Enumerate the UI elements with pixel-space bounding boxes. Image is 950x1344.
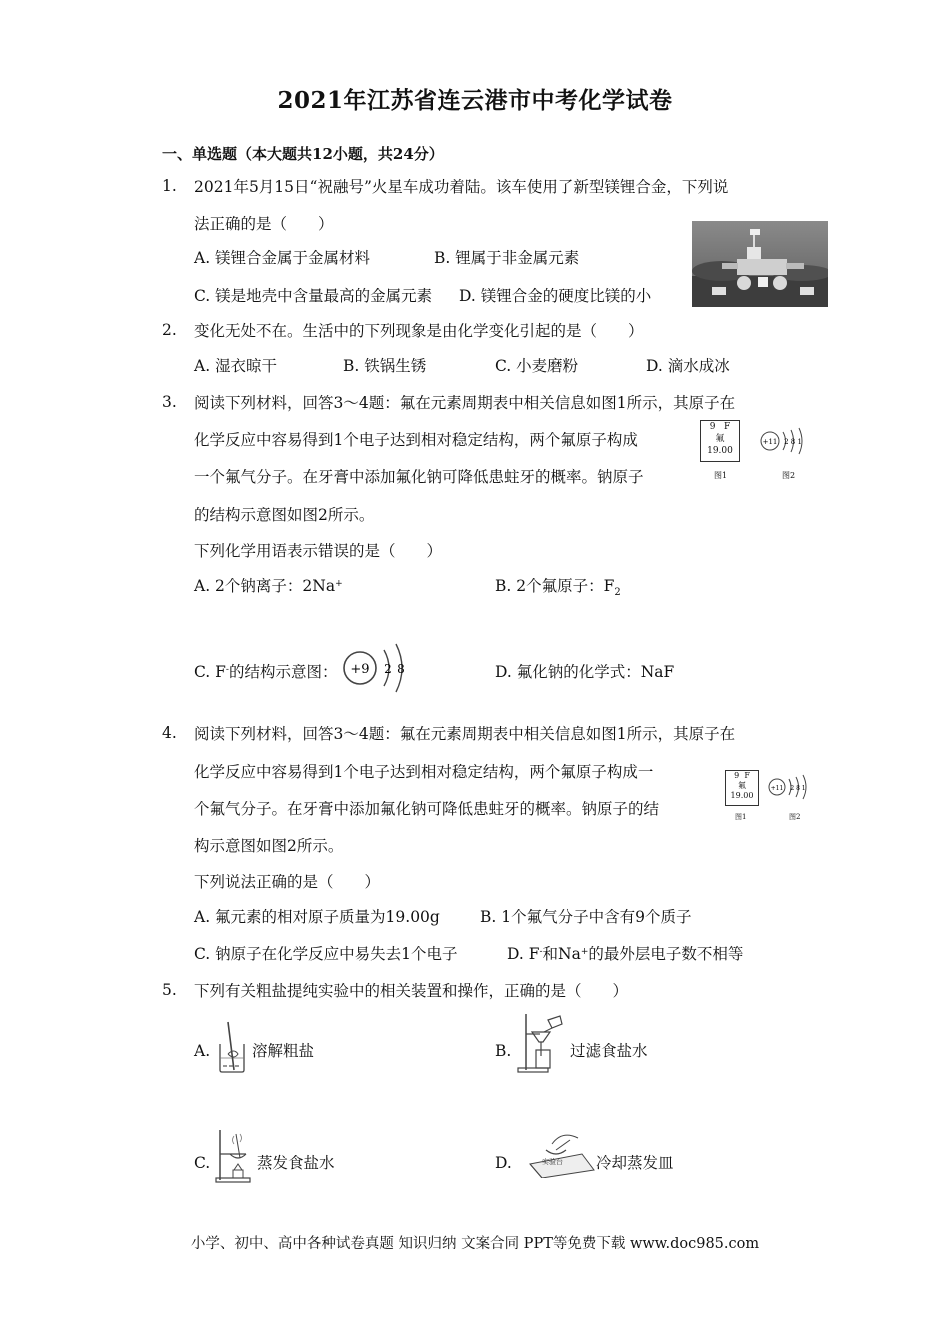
- question-stem: 阅读下列材料，回答3～4题：氟在元素周期表中相关信息如图1所示，其原子在: [194, 394, 736, 412]
- element-figure: [700, 420, 816, 482]
- question-number: 3.: [162, 393, 177, 411]
- sodium-atom-diagram: [767, 772, 817, 802]
- option-c: C. F-的结构示意图：: [194, 663, 338, 681]
- option-a: A. 氟元素的相对原子质量为19.00g: [194, 908, 440, 926]
- question-number: 2.: [162, 321, 177, 339]
- question-number: 5.: [162, 981, 177, 999]
- question-stem: 变化无处不在。生活中的下列现象是由化学变化引起的是（ ）: [194, 322, 644, 340]
- option-d: D. 滴水成冰: [646, 357, 730, 375]
- figure-caption-1: 图1: [714, 471, 728, 480]
- f-shell1-label: 2: [384, 662, 392, 676]
- element-symbol: F: [724, 422, 731, 432]
- na-nucleus-label: +11: [762, 438, 778, 446]
- option-c-letter: C.: [194, 1154, 211, 1172]
- option-d-letter: D.: [495, 1154, 512, 1172]
- question-stem: 2021年5月15日“祝融号”火星车成功着陆。该车使用了新型镁锂合金，下列说: [194, 178, 729, 196]
- na-nucleus-label: +11: [770, 785, 784, 792]
- option-c-text: 蒸发食盐水: [257, 1154, 335, 1172]
- option-b-text: 过滤食盐水: [570, 1042, 648, 1060]
- f-nucleus-label: +9: [350, 662, 370, 677]
- option-c: C. 钠原子在化学反应中易失去1个电子: [194, 945, 458, 963]
- question-stem: 一个氟气分子。在牙膏中添加氟化钠可降低患蛀牙的概率。钠原子: [194, 468, 644, 486]
- na-shell-label: 2 8 1: [784, 438, 802, 446]
- na-shell-label: 2 8 1: [790, 785, 806, 792]
- beaker-stirring-icon: [214, 1018, 250, 1074]
- question-stem: 个氟气分子。在牙膏中添加氟化钠可降低患蛀牙的概率。钠原子的结: [194, 800, 660, 818]
- mars-rover-photo: [692, 221, 828, 307]
- question-prompt: 下列说法正确的是（ ）: [194, 873, 381, 891]
- cooling-dish-icon: [526, 1130, 598, 1178]
- option-c: C. 镁是地壳中含量最高的金属元素: [194, 287, 433, 305]
- atomic-number: 9: [734, 771, 740, 780]
- atomic-mass: 19.00: [707, 446, 733, 456]
- question-number: 1.: [162, 177, 177, 195]
- question-stem: 化学反应中容易得到1个电子达到相对稳定结构，两个氟原子构成: [194, 431, 638, 449]
- figure-caption-2: 图2: [789, 813, 801, 821]
- option-b: B. 锂属于非金属元素: [434, 249, 580, 267]
- element-cell: [725, 770, 759, 806]
- option-b: B. 1个氟气分子中含有9个质子: [480, 908, 692, 926]
- element-figure: [725, 770, 817, 822]
- element-cell: [700, 420, 740, 462]
- option-b-letter: B.: [495, 1042, 512, 1060]
- atomic-mass: 19.00: [730, 791, 754, 800]
- option-d-text: 冷却蒸发皿: [596, 1154, 674, 1172]
- option-d: D. F-和Na+的最外层电子数不相等: [507, 945, 744, 963]
- question-stem: 法正确的是（ ）: [194, 215, 334, 233]
- option-a-text: 溶解粗盐: [252, 1042, 315, 1060]
- sodium-atom-diagram: [758, 424, 814, 458]
- question-stem: 阅读下列材料，回答3～4题：氟在元素周期表中相关信息如图1所示，其原子在: [194, 725, 736, 743]
- filtration-apparatus-icon: [516, 1010, 566, 1074]
- question-stem: 化学反应中容易得到1个电子达到相对稳定结构，两个氟原子构成一: [194, 763, 654, 781]
- option-a: A. 镁锂合金属于金属材料: [194, 249, 371, 267]
- question-stem: 下列有关粗盐提纯实验中的相关装置和操作，正确的是（ ）: [194, 982, 629, 1000]
- element-symbol: F: [744, 771, 750, 780]
- option-a: A. 湿衣晾干: [194, 357, 278, 375]
- option-d: D. 镁锂合金的硬度比镁的小: [459, 287, 652, 305]
- option-d: D. 氟化钠的化学式：NaF: [495, 663, 675, 681]
- question-number: 4.: [162, 724, 177, 742]
- fluoride-ion-diagram: [340, 640, 412, 696]
- option-a: A. 2个钠离子：2Na+: [194, 577, 343, 595]
- element-name: 氟: [738, 781, 746, 790]
- page-title: 2021年江苏省连云港市中考化学试卷: [277, 87, 673, 114]
- atomic-number: 9: [709, 422, 716, 432]
- lab-bench-label: 实验台: [542, 1158, 563, 1166]
- footer-text: 小学、初中、高中各种试卷真题 知识归纳 文案合同 PPT等免费下载 www.doc985.com: [190, 1236, 760, 1252]
- figure-caption-2: 图2: [782, 471, 796, 480]
- option-b: B. 铁锅生锈: [343, 357, 427, 375]
- element-name: 氟: [715, 434, 725, 444]
- option-b: B. 2个氟原子：$F_2$: [495, 577, 621, 599]
- option-a-letter: A.: [194, 1042, 211, 1060]
- section-heading: 一、单选题（本大题共12小题，共24分）: [162, 145, 444, 163]
- option-c: C. 小麦磨粉: [495, 357, 579, 375]
- question-stem: 构示意图如图2所示。: [194, 837, 344, 855]
- figure-caption-1: 图1: [735, 813, 747, 821]
- question-stem: 的结构示意图如图2所示。: [194, 506, 375, 524]
- f-shell2-label: 8: [397, 662, 405, 676]
- question-prompt: 下列化学用语表示错误的是（ ）: [194, 542, 443, 560]
- evaporation-apparatus-icon: [214, 1124, 254, 1184]
